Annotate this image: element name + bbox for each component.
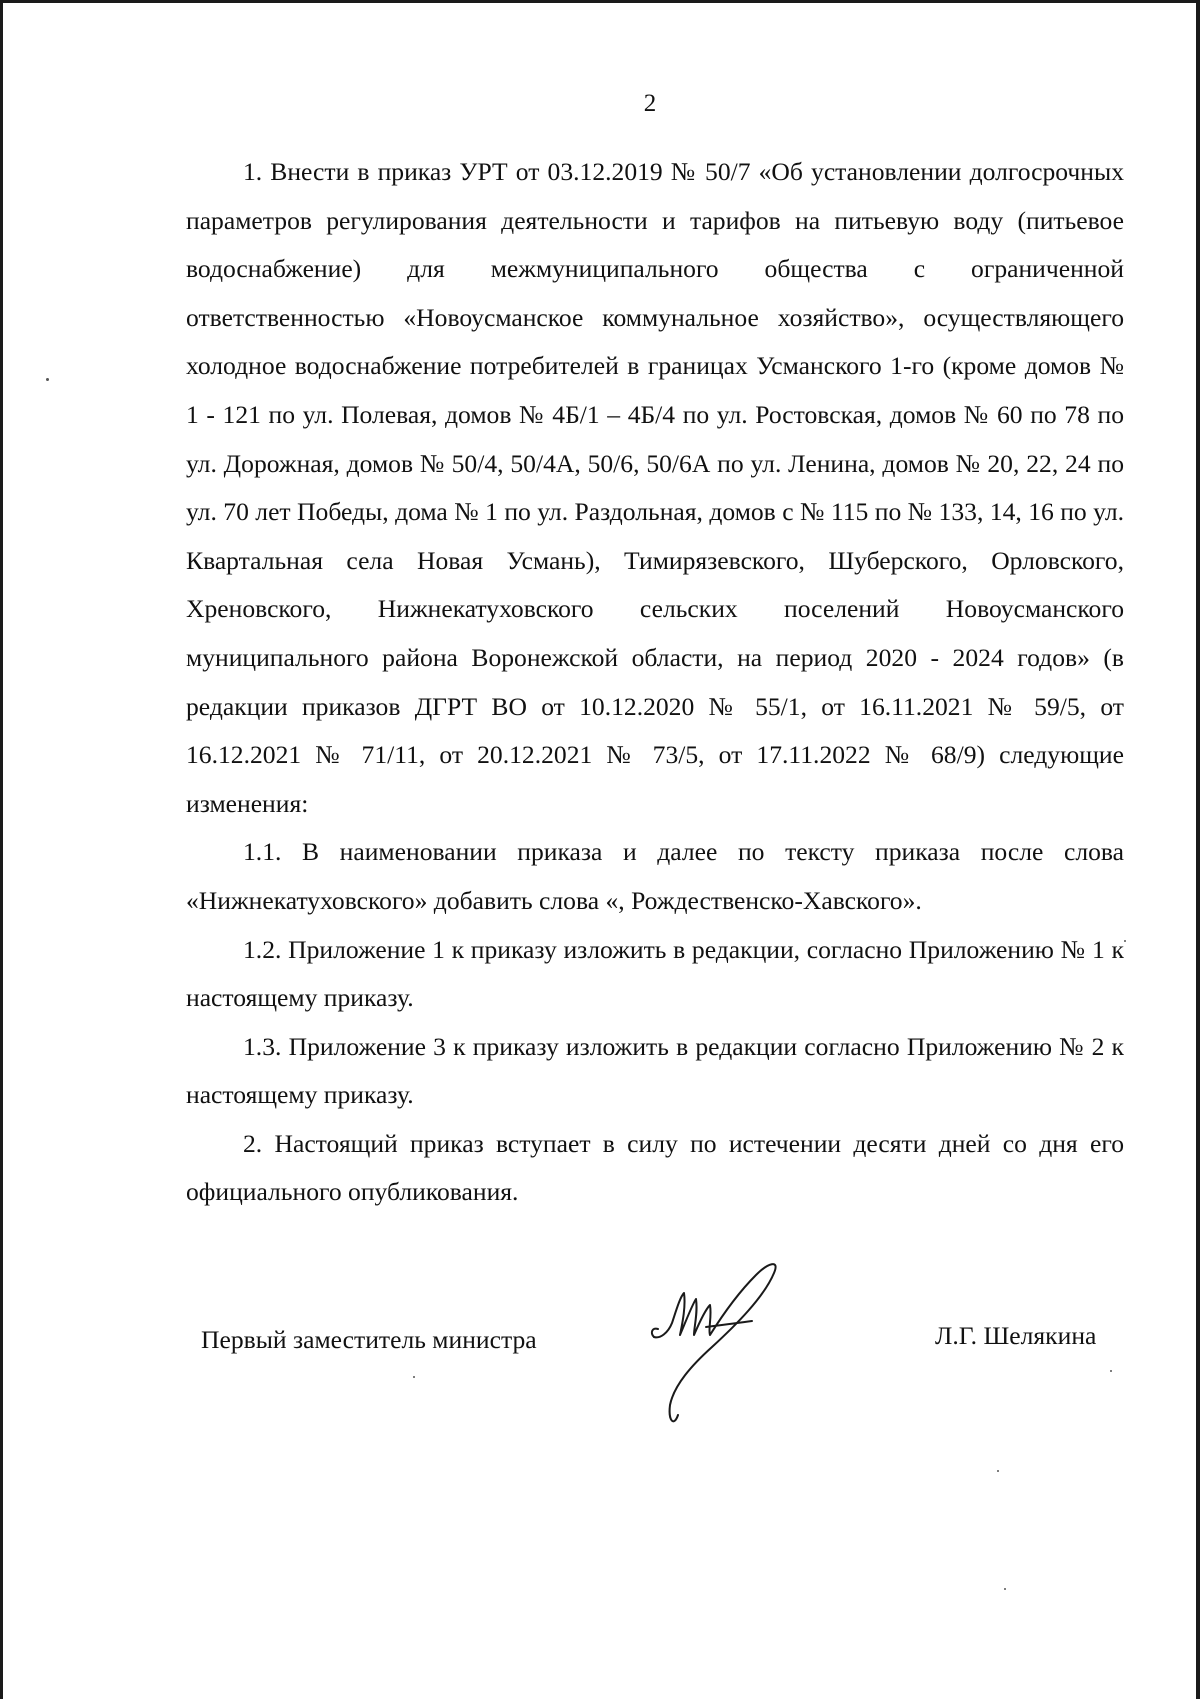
scan-speck [46, 378, 49, 381]
signatory-name: Л.Г. Шелякина [935, 1321, 1097, 1350]
scan-edge-left [0, 0, 3, 1699]
paragraph-item-1-1: 1.1. В наименовании приказа и далее по тексту приказа после слова «Нижнекатуховского» добавить слова «, Рождественско-Хавского». [186, 837, 1124, 915]
page-number: 2 [643, 90, 657, 117]
paragraph-item-2: 2. Настоящий приказ вступает в силу по истечении десяти дней со дня его официального опубликования. [186, 1128, 1124, 1207]
paragraph-item-1: 1. Внести в приказ УРТ от 03.12.2019 № 50/7 «Об установлении долгосрочных параметров регулирования деятельности и тарифов на питьевую воду (питьевое водоснабжение) для межмуниципального общества с ограниченной ответственностью «Новоусманское коммунальное хозяйство», осуществляющего холодное водоснабжение потребителей в границах Усманского 1-го (кроме домов № 1 - 121 по ул. Полевая, домов № 4Б/1 – 4Б/4 по ул. Ростовская, домов № 60 по 78 по ул. Дорожная, домов № 50/4, 50/4А, 50/6, 50/6А по ул. Ленина, домов № 20, 22, 24 по ул. 70 лет Победы, дома № 1 по ул. Раздольная, домов с № 115 по № 133, 14, 16 по ул. Квартальная села Новая Усмань), Тимирязевского, Шуберского, Орловского, Хреновского, Нижнекатуховского сельских поселений Новоусманского муниципального района Воронежской области, на период 2020 - 2024 годов» (в редакции приказов ДГРТ ВО от 10.12.2020 № 55/1, от 16.11.2021 № 59/5, от 16.12.2021 № 71/11, от 20.12.2021 № 73/5, от 17.11.2022 № 68/9) следующие изменения: [186, 157, 1124, 818]
scan-speck [1110, 1370, 1112, 1372]
document-body [186, 148, 1124, 1217]
scan-speck [1124, 940, 1126, 942]
scan-speck [997, 1470, 999, 1472]
scan-edge-top [0, 0, 1200, 3]
signatory-position: Первый заместитель министра [201, 1325, 537, 1354]
paragraph-item-1-3: 1.3. Приложение 3 к приказу изложить в редакции согласно Приложению № 2 к настоящему приказу. [186, 1031, 1124, 1110]
handwritten-signature-icon [640, 1255, 810, 1435]
signature-block [0, 1255, 1200, 1435]
paragraph-item-1-2: 1.2. Приложение 1 к приказу изложить в редакции, согласно Приложению № 1 к настоящему приказу. [186, 934, 1124, 1013]
scan-speck [1004, 1588, 1006, 1590]
scan-edge-right [1196, 0, 1200, 1699]
scan-speck [413, 1376, 415, 1378]
